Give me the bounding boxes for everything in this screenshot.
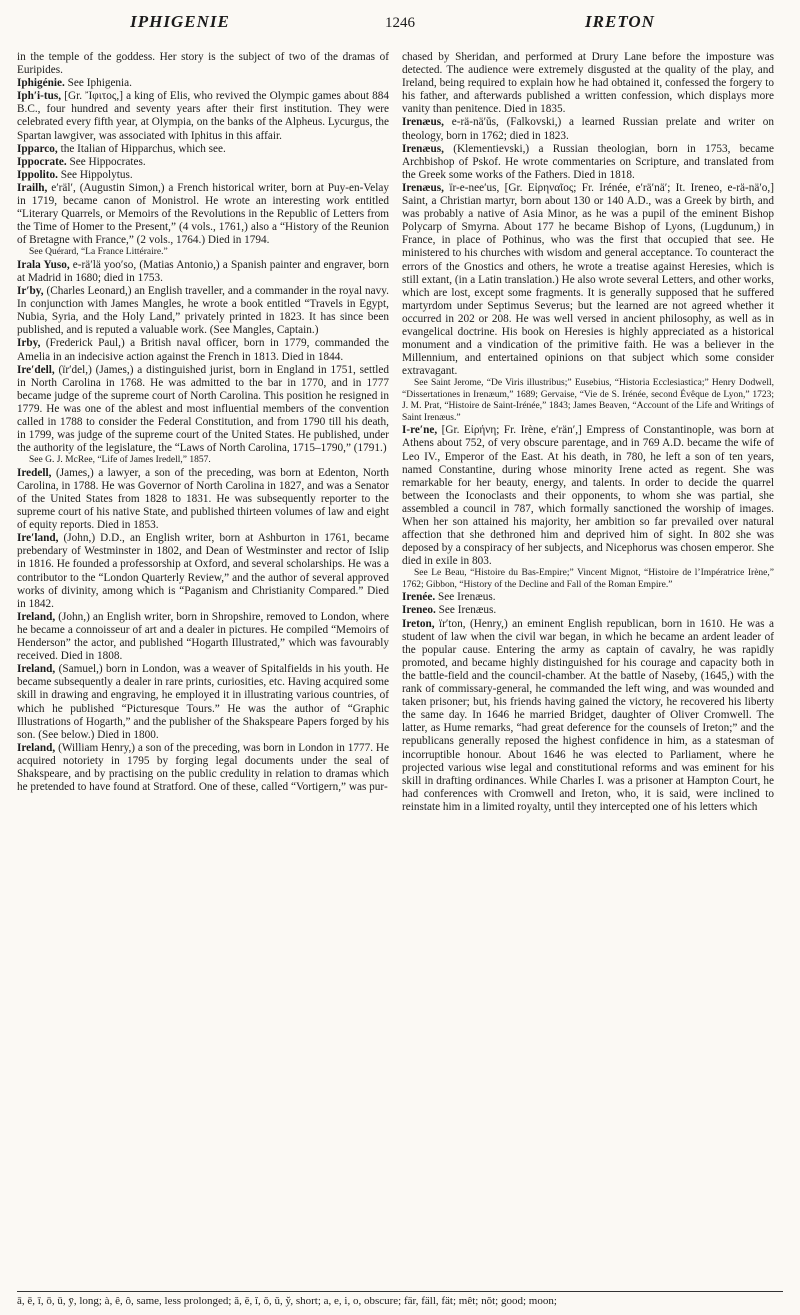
dictionary-entry xyxy=(17,156,389,169)
entry-text: in the temple of the goddess. Her story is the subject of two of the dramas of Euripides. xyxy=(17,51,389,77)
entry-text: e-rä-nä′ŭs, (Falkovski,) a learned Russian prelate and writer on theology, born in 1762; died in 1823. xyxy=(402,116,774,142)
dictionary-entry xyxy=(17,143,389,156)
dictionary-entry xyxy=(17,742,389,794)
dictionary-entry xyxy=(17,337,389,363)
dictionary-entry xyxy=(17,51,389,77)
running-header xyxy=(20,12,780,40)
entry-text: (Charles Leonard,) an English traveller, and a commander in the royal navy. In conjunction with James Mangles, he wrote a book entitled “Travels in Egypt, Nubia, Syria, and the Holy Land,” privately printed in 1823. It has since been published, and is reputed a valuable work. (See Mangles, Captain.) xyxy=(17,285,389,337)
dictionary-entry xyxy=(17,285,389,337)
entry-headword: Ir′by, xyxy=(17,285,44,298)
entry-text: See Hippolytus. xyxy=(57,168,133,181)
entry-headword: I-re′ne, xyxy=(402,424,438,437)
entry-text: ïr′ton, (Henry,) an eminent English republican, born in 1610. He was a student of law when the civil war began, in which he became an ardent leader of the popular cause. Entering the army as captain of cavalry, he was rapidly promoted, and became highly distinguished for his courage and capacity both in the battle-field and the council-chamber. At the battle of Naseby, (1645,) with the rank of commissary-general, he commanded the left wing, and was wounded and taken prisoner; but, his friends having gained the victory, he recovered his liberty the same day. In 1646 he married Bridget, daughter of Oliver Cromwell. The latter, as Hume remarks, “had great deference for the counsels of Ireton;” and the republicans generally reposed the highest confidence in him, as a statesman of incorruptible honour. About 1646 he was elected to Parliament, where he projected various wise legal and constitutional reforms and was eminent for his skill in drafting ordinances. While Charles I. was a prisoner at Hampton Court, he had conferences with Cromwell and Ireton, who, it is said, were inclined to reinstate him in a limited royalty, until they intercepted one of his letters which xyxy=(402,617,774,813)
entry-headword: Irby, xyxy=(17,337,41,350)
entry-text: ïr-e-nee′us, [Gr. Εἰρηναῖος; Fr. Irénée, e′rä′nä′; It. Ireneo, e-rä-nä′o,] Saint, a Christian martyr, born about 130 or 140 A.D., was a Greek by birth, and was probably a native of Asia Minor, as he was a pupil of the eminent Bishop Polycarp of Smyrna. About 177 he became Bishop of Lyons, (Lugdunum,) in France, in place of Pothinus, who was the first that occupied that see. He ministered to his churches with wisdom and general acceptance. To counteract the errors of the Gnostics and others, he wrote a treatise against Heresies, which is still extant, (in a Latin translation.) He also wrote several Letters, and other works, which are lost, except some fragments. It is generally supposed that he suffered martyrdom under Septimus Severus; but the learned are not agreed whether it occurred in 202 or 208. He was well versed in ancient philosophy, as well as in evangelical doctrine. His book on Heresies is highly appreciated as a historical monument and a vindication of the primitive faith. He was a believer in the Millennium, and entertained opinions on that subject which some consider extravagant. xyxy=(402,181,774,378)
dictionary-entry xyxy=(402,182,774,378)
entry-headword: Ipparco, xyxy=(17,142,58,155)
dictionary-entry xyxy=(402,618,774,814)
dictionary-entry xyxy=(17,663,389,742)
entry-headword: Iph′i-tus, xyxy=(17,90,62,103)
entry-headword: Ire′dell, xyxy=(17,363,55,376)
dictionary-entry xyxy=(402,604,774,617)
entry-headword: Iredell, xyxy=(17,466,52,479)
dictionary-entry xyxy=(17,532,389,611)
entry-headword: Irenæus, xyxy=(402,181,444,194)
entry-headword: Ireland, xyxy=(17,741,56,754)
entry-headword: Iphigénie. xyxy=(17,77,65,90)
entry-text: (Klementievski,) a Russian theologian, born in 1753, became Archbishop of Pskof. He wrote commentaries on Scripture, and translated from the Greek some works of the Fathers. Died in 1818. xyxy=(402,142,774,181)
entry-headword: Irenæus, xyxy=(402,116,444,129)
entry-text: e′räl′, (Augustin Simon,) a French historical writer, born at Puy-en-Velay in 1719, became canon of Monistrol. He wrote an interesting work entitled “Literary Quarrels, or Memoirs of the Revolutions in the Republic of Letters from the Time of Homer to the Present,” (4 vols., 1761,) also a “History of the Reunion of Bretagne with France,” (2 vols., 1764.) Died in 1794. xyxy=(17,181,389,247)
left-column xyxy=(17,51,389,794)
entry-headword: Ireland, xyxy=(17,610,56,623)
dictionary-entry xyxy=(17,169,389,182)
dictionary-entry xyxy=(402,51,774,116)
dictionary-entry xyxy=(17,90,389,142)
dictionary-entry xyxy=(17,182,389,247)
dictionary-entry xyxy=(402,424,774,568)
entry-text: (John,) D.D., an English writer, born at Ashburton in 1761, became prebendary of Westminster in 1802, and Dean of Westminster and rector of Islip in 1816. He founded a professorship at Oxford, and several scholarships. He was a contributor to the “London Quarterly Review,” and the author of several approved works of divinity, among which is “Paganism and Christianity Compared.” Died in 1842. xyxy=(17,532,389,610)
entry-headword: Irailh, xyxy=(17,181,48,194)
dictionary-entry xyxy=(17,259,389,285)
entry-headword: Irenée. xyxy=(402,591,436,604)
entry-headword: Ireneo. xyxy=(402,604,436,617)
entry-reference: See Quérard, “La France Littéraire.” xyxy=(29,247,168,258)
right-column xyxy=(402,51,774,814)
entry-reference: See G. J. McRee, “Life of James Iredell,” 1857. xyxy=(29,455,211,466)
entry-headword: Irenæus, xyxy=(402,142,444,155)
entry-headword: Ireland, xyxy=(17,663,56,676)
entry-text: [Gr. Ἴφιτος,] a king of Elis, who revived the Olympic games about 884 B.C., four hundred and seventy years after their first institution. They were celebrated every fifth year, at Olympia, on the banks of the Alpheus. Lycurgus, the Spartan lawgiver, was associated with Iphitus in this affair. xyxy=(17,90,389,142)
pronunciation-key: ā, ē, ī, ō, ū, ȳ, long; à, ê, ô, same, less prolonged; ă, ĕ, ĭ, ŏ, ŭ, y̆, short; a, e, i, o, obscure; fär, fäll, fät; mêt; nŏt; good; moon; xyxy=(17,1291,783,1307)
entry-text: See Hippocrates. xyxy=(66,155,146,168)
entry-headword: Irala Yuso, xyxy=(17,258,70,271)
dictionary-entry xyxy=(402,591,774,604)
entry-text: (William Henry,) a son of the preceding, was born in London in 1777. He acquired notoriety in 1795 by forging legal documents under the seal of Shakspeare, and by practising on the public credulity in relation to dramas which he pretended to have found at Stratford. One of these, called “Vortigern,” was pur- xyxy=(17,741,389,794)
entry-text: e-rä′lä yoo′so, (Matias Antonio,) a Spanish painter and engraver, born at Madrid in 1680; died in 1753. xyxy=(17,258,389,284)
header-right-word: IRETON xyxy=(585,12,655,31)
dictionary-entry xyxy=(17,364,389,456)
entry-text: [Gr. Εἰρήνη; Fr. Irène, e′rän′,] Empress of Constantinople, was born at Athens about 752, of very obscure parentage, and in 769 A.D. became the wife of Leo IV., Emperor of the East. At his death, in 780, he left a son of ten years, named Constantine, during whose minority Irene acted as regent. She was remarkable for her beauty, energy, and talents. In order to decide the quarrel between the Iconoclasts and their opponents, to whom she was partial, she assembled a council in 787, which formally sanctioned the worship of images. When her son attained his majority, her ambition so far prevailed over natural affection that she dethroned him and deprived him of sight. In 802 she was deposed by a conspiracy of her subjects, and Nicephorus was chosen emperor. She died in exile in 803. xyxy=(402,424,774,568)
entry-text: (Samuel,) born in London, was a weaver of Spitalfields in his youth. He became subsequently a dealer in rare prints, curiosities, etc. Having acquired some skill in drawing and engraving, he employed it in illustrating various countries, of which he published “Picturesque Tours.” He was the author of “Graphic Illustrations of Hogarth,” and the publisher of the Shakspeare Papers forged by his son. (See below.) Died in 1800. xyxy=(17,663,389,741)
entry-headword: Ippocrate. xyxy=(17,155,67,168)
dictionary-entry xyxy=(17,77,389,90)
entry-text: (ïr′del,) (James,) a distinguished jurist, born in England in 1751, settled in North Carolina in 1768. He was admitted to the bar in 1770, and in 1777 became judge of the supreme court of North Carolina. This position he resigned in 1779. He was one of the ablest and most influential members of the convention called in 1788 to consider the Federal Constitution, and from 1790 till his death, in 1799, was judge of the supreme court of the United States. He published, under the authority of the legislature, the “Laws of North Carolina, 1715–1790,” (1791.) xyxy=(17,363,389,455)
dictionary-entry xyxy=(17,467,389,532)
dictionary-entry xyxy=(402,143,774,182)
entry-text: the Italian of Hipparchus, which see. xyxy=(57,142,226,155)
entry-text: chased by Sheridan, and performed at Drury Lane before the imposture was detected. The audience were extremely disgusted at the quality of the play, and Ireland, being required to explain how he had obtained it, confessed the forgery to his father, and afterwards published a written confession, which displays more vanity than penitence. Died in 1835. xyxy=(402,51,774,116)
dictionary-entry xyxy=(17,611,389,663)
entry-reference: See Le Beau, “Histoire du Bas-Empire;” Vincent Mignot, “Histoire de l’Impératrice Irène,” 1762; Gibbon, “History of the Decline and Fall of the Roman Empire.” xyxy=(402,568,774,590)
entry-text: (John,) an English writer, born in Shropshire, removed to London, where he became a connoisseur of art and a dealer in pictures. He compiled “Memoirs of Henderson” the actor, and published “Hogarth Illustrated,” which was favourably received. Died in 1808. xyxy=(17,610,389,663)
dictionary-entry xyxy=(402,116,774,142)
entry-text: See Irenæus. xyxy=(435,604,497,617)
entry-text: See Iphigenia. xyxy=(64,77,132,90)
entry-text: (James,) a lawyer, a son of the preceding, was born at Edenton, North Carolina, in 1788. He was Governor of North Carolina in 1827, and was a Senator of the United States from 1828 to 1831. He was subsequently reporter to the supreme court of his native State, and published thirteen volumes of law and eight of equity reports. Died in 1853. xyxy=(17,466,389,532)
entry-headword: Ire′land, xyxy=(17,532,59,545)
entry-headword: Ireton, xyxy=(402,617,435,630)
entry-reference: See Saint Jerome, “De Viris illustribus;” Eusebius, “Historia Ecclesiastica;” Henry Dodwell, “Dissertationes in Irenæum,” 1689; Gervaise, “Vie de S. Irénée, second Évêque de Lyon,” 1723; J. M. Prat, “Histoire de Saint-Irénée,” 1843; James Beaven, “Account of the Life and Writings of Saint Irenæus.” xyxy=(402,378,774,423)
page-number: 1246 xyxy=(385,15,415,31)
entry-text: (Frederick Paul,) a British naval officer, born in 1779, commanded the Amelia in an indecisive action against the French in 1813. Died in 1844. xyxy=(17,337,389,363)
entry-text: See Irenæus. xyxy=(435,591,496,604)
entry-headword: Ippolito. xyxy=(17,168,58,181)
header-left-word: IPHIGENIE xyxy=(130,12,230,31)
